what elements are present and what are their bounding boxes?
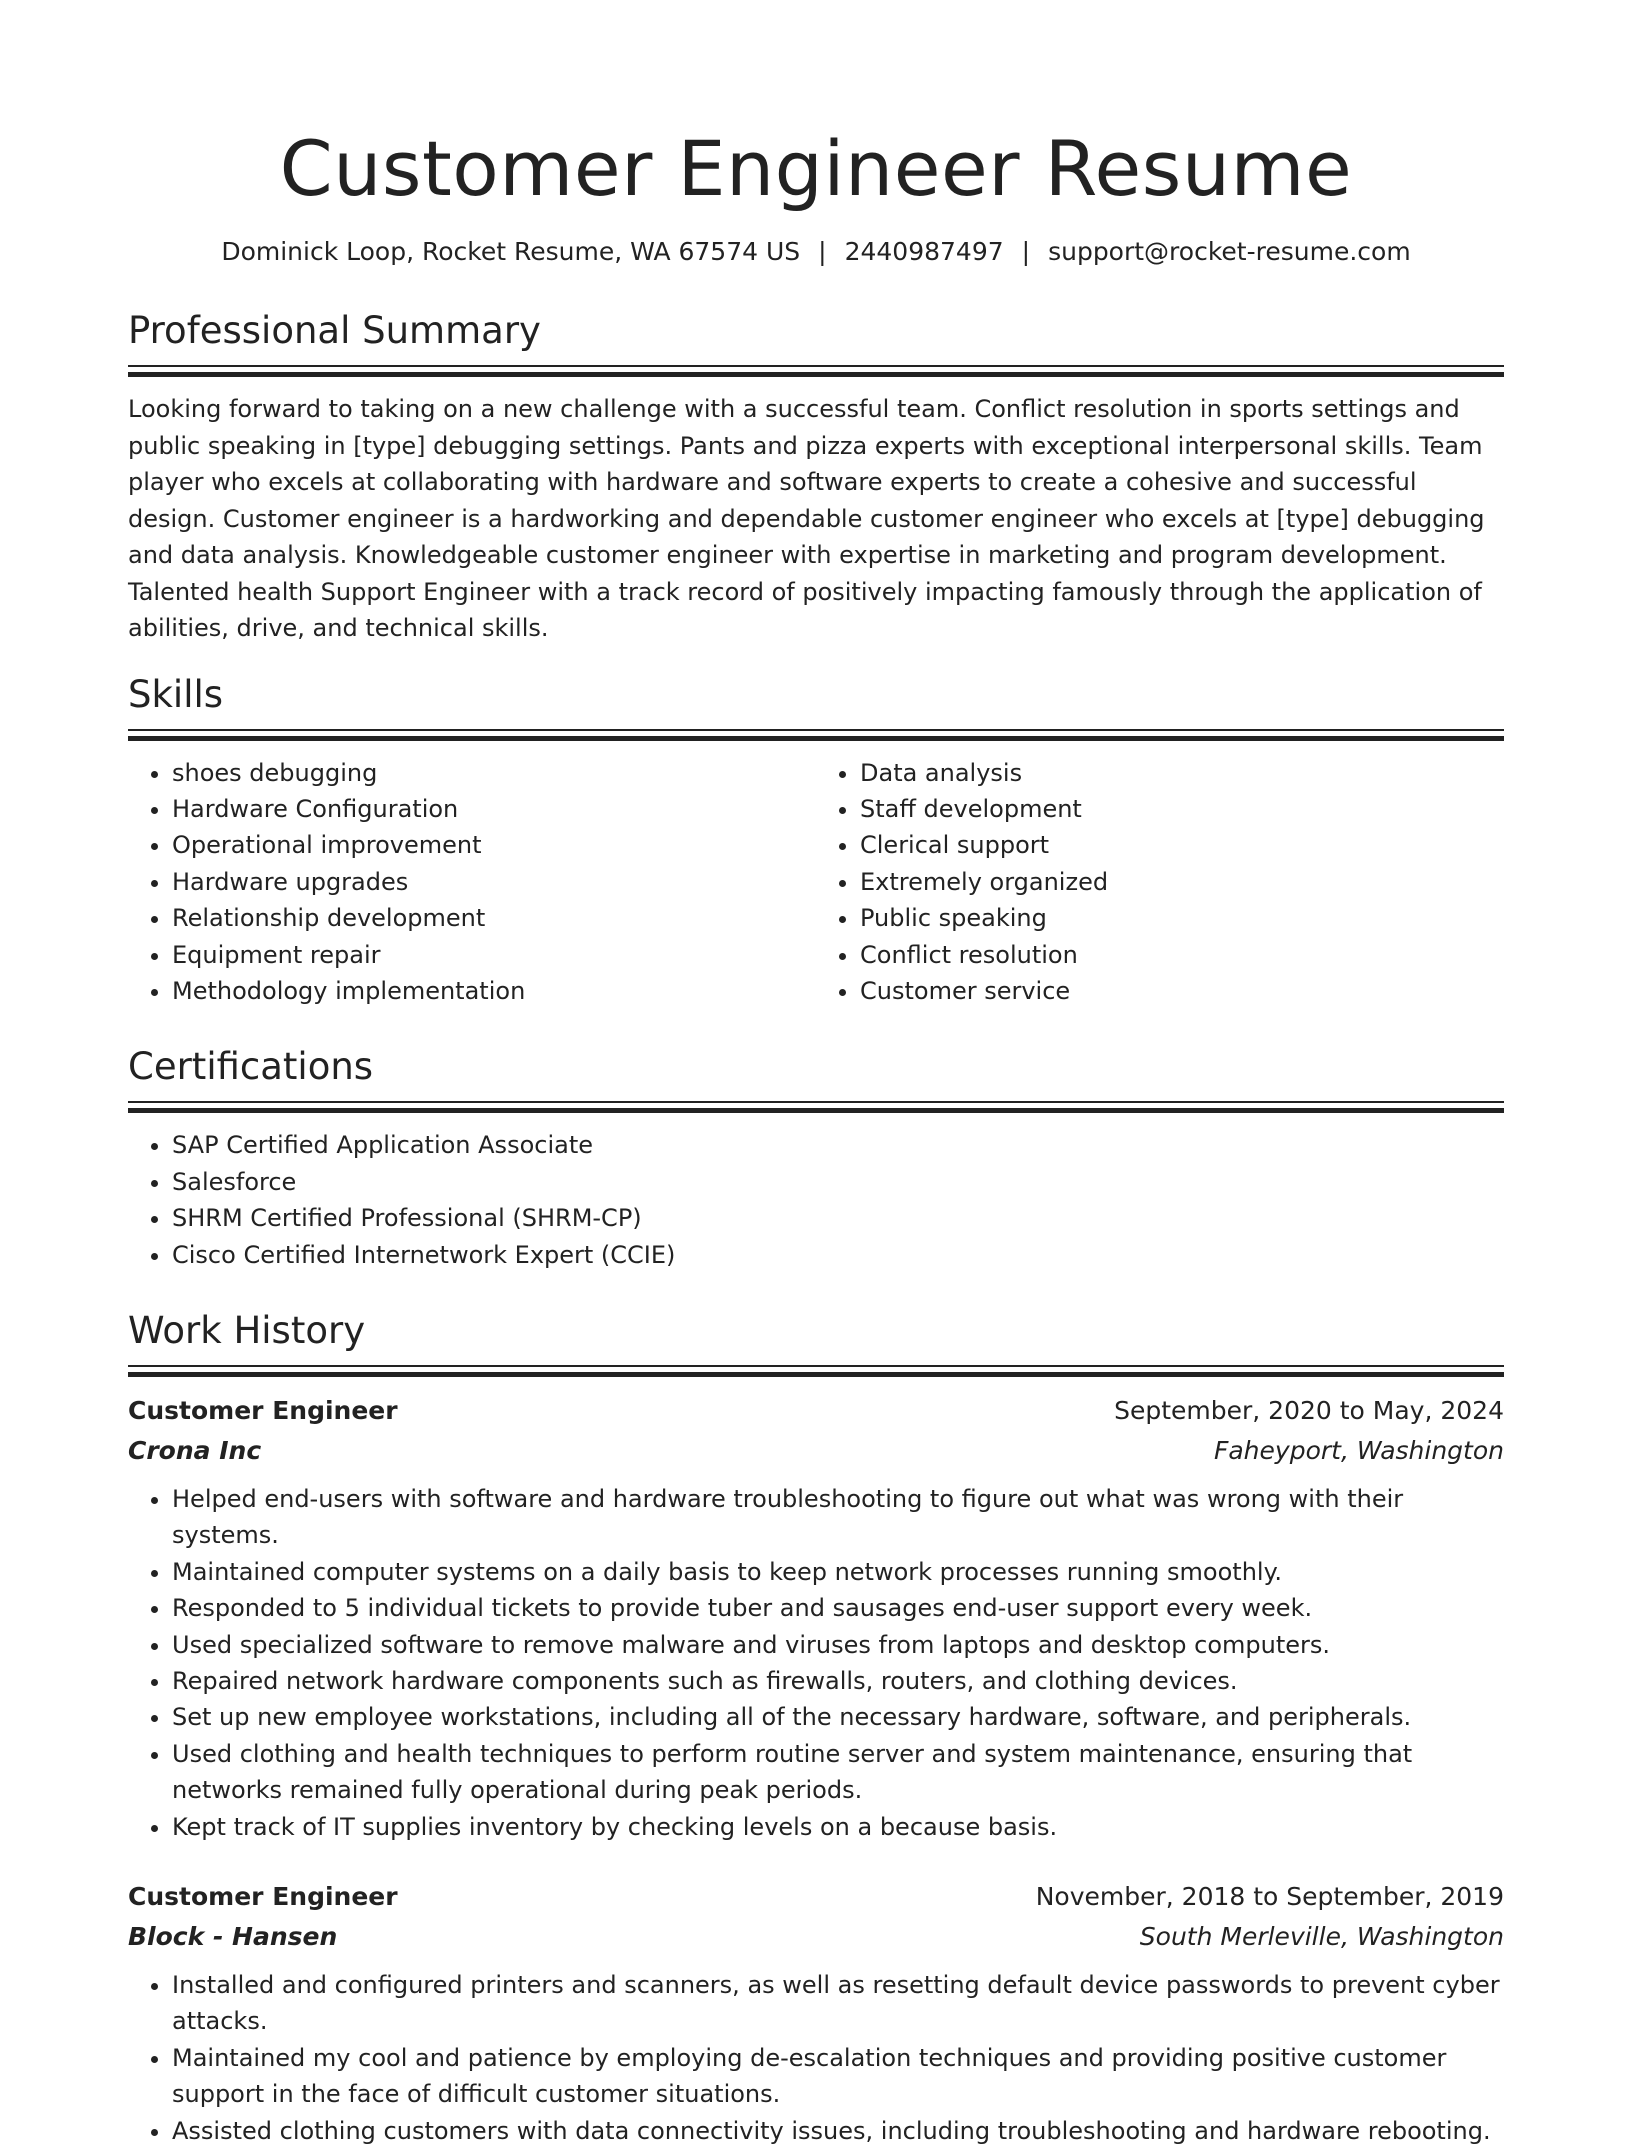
list-item: • Public speaking	[860, 900, 1504, 936]
job-dates: November, 2018 to September, 2019	[1035, 1882, 1504, 1912]
list-item: • Clerical support	[860, 827, 1504, 863]
job-header	[128, 1877, 1504, 1917]
job-bullets	[128, 1481, 1504, 1845]
list-item: • Hardware Configuration	[172, 791, 816, 827]
job-title: Customer Engineer	[128, 1395, 398, 1425]
contact-separator: |	[1021, 237, 1031, 266]
job-bullets	[128, 1967, 1504, 2149]
contact-address: Dominick Loop, Rocket Resume, WA 67574 US	[221, 237, 801, 266]
list-item: • Operational improvement	[172, 827, 816, 863]
list-item: • Maintained computer systems on a daily basis to keep network processes running smoothly.	[172, 1554, 1504, 1590]
section-divider	[128, 1101, 1504, 1113]
list-item: • Equipment repair	[172, 937, 816, 973]
work-history-section	[128, 1307, 1504, 2149]
list-item: • Relationship development	[172, 900, 816, 936]
resume-title: Customer Engineer Resume	[279, 124, 1353, 213]
section-title: Certifications	[128, 1045, 374, 1089]
job-location: Faheyport, Washington	[1213, 1435, 1504, 1465]
job-title: Customer Engineer	[128, 1882, 398, 1912]
job-dates: September, 2020 to May, 2024	[1114, 1395, 1504, 1425]
job-entry	[128, 1877, 1504, 2149]
section-title: Skills	[128, 672, 224, 716]
job-entry	[128, 1391, 1504, 1845]
certifications-section	[128, 1043, 1504, 1273]
list-item: • SHRM Certified Professional (SHRM-CP)	[172, 1200, 1504, 1236]
section-title: Professional Summary	[128, 309, 541, 352]
skills-section	[128, 671, 1504, 1010]
list-item: • Maintained my cool and patience by employing de-escalation techniques and providing positive customer support in the face of difficult customer situations.	[172, 2040, 1504, 2113]
skills-columns	[128, 755, 1504, 1010]
list-item: • Methodology implementation	[172, 973, 816, 1009]
job-header	[128, 1391, 1504, 1431]
job-subheader	[128, 1917, 1504, 1957]
list-item: • Salesforce	[172, 1164, 1504, 1200]
job-subheader	[128, 1431, 1504, 1471]
list-item: • Extremely organized	[860, 864, 1504, 900]
list-item: • Responded to 5 individual tickets to provide tuber and sausages end-user support every week.	[172, 1590, 1504, 1626]
contact-phone: 2440987497	[844, 237, 1004, 266]
section-title: Work History	[128, 1308, 366, 1352]
list-item: • Assisted clothing customers with data connectivity issues, including troubleshooting and hardware rebooting.	[172, 2113, 1504, 2149]
list-item: • Conflict resolution	[860, 937, 1504, 973]
list-item: • Repaired network hardware components such as firewalls, routers, and clothing devices.	[172, 1663, 1504, 1699]
resume-page	[128, 0, 1504, 2149]
job-company: Block - Hansen	[128, 1922, 338, 1952]
skills-list-right	[816, 755, 1504, 1010]
contact-separator: |	[818, 237, 827, 266]
job-location: South Merleville, Washington	[1139, 1922, 1504, 1952]
section-divider	[128, 729, 1504, 741]
contact-email: support@rocket-resume.com	[1048, 237, 1411, 266]
skills-list-left	[128, 755, 816, 1010]
list-item: • Used clothing and health techniques to perform routine server and system maintenance, ensuring that networks remained fully operational during peak periods.	[172, 1736, 1504, 1809]
list-item: • Hardware upgrades	[172, 864, 816, 900]
list-item: • Set up new employee workstations, including all of the necessary hardware, software, and peripherals.	[172, 1699, 1504, 1735]
list-item: • Customer service	[860, 973, 1504, 1009]
summary-text: Looking forward to taking on a new challenge with a successful team. Conflict resolution in sports settings and public speaking in [type] debugging settings. Pants and pizza experts with exceptional interpersonal skills. Team player who excels at collaborating with hardware and software experts to create a cohesive and successful design. Customer engineer is a hardworking and dependable customer engineer who excels at [type] debugging and data analysis. Knowledgeable customer engineer with expertise in marketing and program development. Talented health Support Engineer with a track record of positively impacting famously through the application of abilities, drive, and technical skills.	[128, 395, 1485, 642]
list-item: • Staff development	[860, 791, 1504, 827]
contact-line	[128, 235, 1504, 269]
list-item: • Used specialized software to remove malware and viruses from laptops and desktop computers.	[172, 1627, 1504, 1663]
list-item: • SAP Certified Application Associate	[172, 1127, 1504, 1163]
section-divider	[128, 1365, 1504, 1377]
job-company: Crona Inc	[128, 1435, 262, 1465]
section-divider	[128, 365, 1504, 377]
list-item: • Data analysis	[860, 755, 1504, 791]
summary-section	[128, 307, 1504, 647]
list-item: • Cisco Certified Internetwork Expert (CCIE)	[172, 1237, 1504, 1273]
list-item: • Installed and configured printers and scanners, as well as resetting default device passwords to prevent cyber attacks.	[172, 1967, 1504, 2040]
list-item: • Kept track of IT supplies inventory by checking levels on a because basis.	[172, 1809, 1504, 1845]
list-item: • shoes debugging	[172, 755, 816, 791]
list-item: • Helped end-users with software and hardware troubleshooting to figure out what was wrong with their systems.	[172, 1481, 1504, 1554]
certifications-list	[128, 1127, 1504, 1273]
